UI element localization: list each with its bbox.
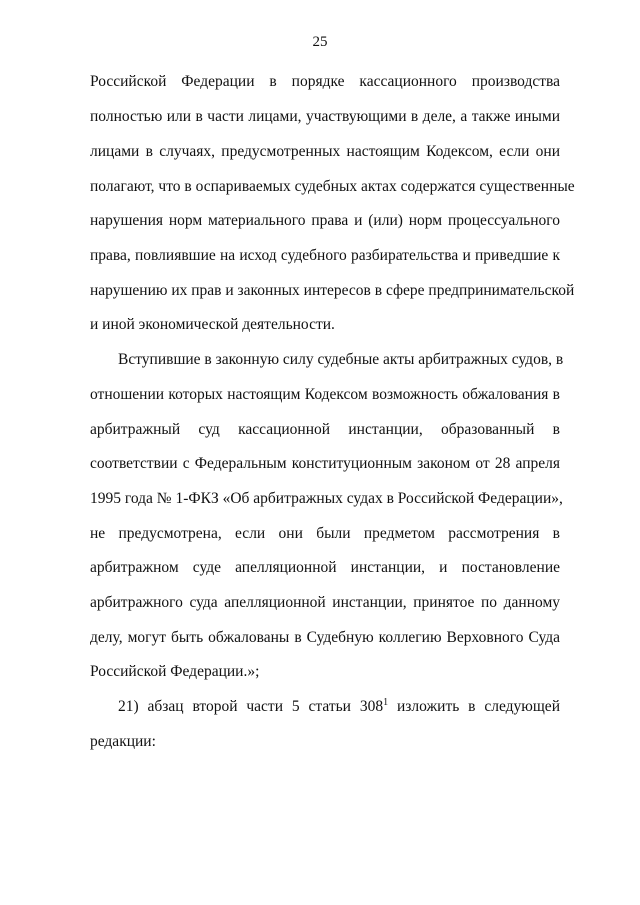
text-line: Российской Федерации.»; — [90, 663, 260, 680]
text-line: арбитражного суда апелляционной инстанции, принятое по данному — [90, 594, 560, 611]
text-line: нарушению их прав и законных интересов в сфере предпринимательской — [90, 282, 575, 299]
text-fragment: 21) абзац второй части 5 статьи 308 — [118, 698, 384, 715]
superscript: 1 — [383, 697, 389, 708]
text-line: 1995 года № 1-ФКЗ «Об арбитражных судах в Российской Федерации», — [90, 490, 563, 507]
text-line: и иной экономической деятельности. — [90, 316, 335, 333]
text-line: полагают, что в оспариваемых судебных актах содержатся существенные — [90, 178, 575, 195]
text-line: полностью или в части лицами, участвующими в деле, а также иными — [90, 108, 560, 125]
text-line: соответствии с Федеральным конституционным законом от 28 апреля — [90, 455, 560, 472]
text-line: арбитражный суд кассационной инстанции, образованный в — [90, 421, 560, 438]
text-line: арбитражном суде апелляционной инстанции, и постановление — [90, 559, 560, 576]
text-line: редакции: — [90, 733, 156, 750]
text-line: Вступившие в законную силу судебные акты арбитражных судов, в — [118, 351, 564, 368]
text-line: Российской Федерации в порядке кассационного производства — [90, 73, 560, 90]
text-line: лицами в случаях, предусмотренных настоящим Кодексом, если они — [90, 143, 560, 160]
page-number: 25 — [312, 34, 328, 50]
text-line: отношении которых настоящим Кодексом возможность обжалования в — [90, 386, 560, 403]
text-line: права, повлиявшие на исход судебного разбирательства и приведшие к — [90, 247, 560, 264]
text-line: не предусмотрена, если они были предметом рассмотрения в — [90, 525, 560, 542]
text-line: делу, могут быть обжалованы в Судебную коллегию Верховного Суда — [90, 629, 560, 646]
text-line: нарушения норм материального права и (или) норм процессуального — [90, 212, 560, 229]
text-line — [118, 698, 560, 716]
text-fragment: изложить в следующей — [388, 698, 560, 715]
